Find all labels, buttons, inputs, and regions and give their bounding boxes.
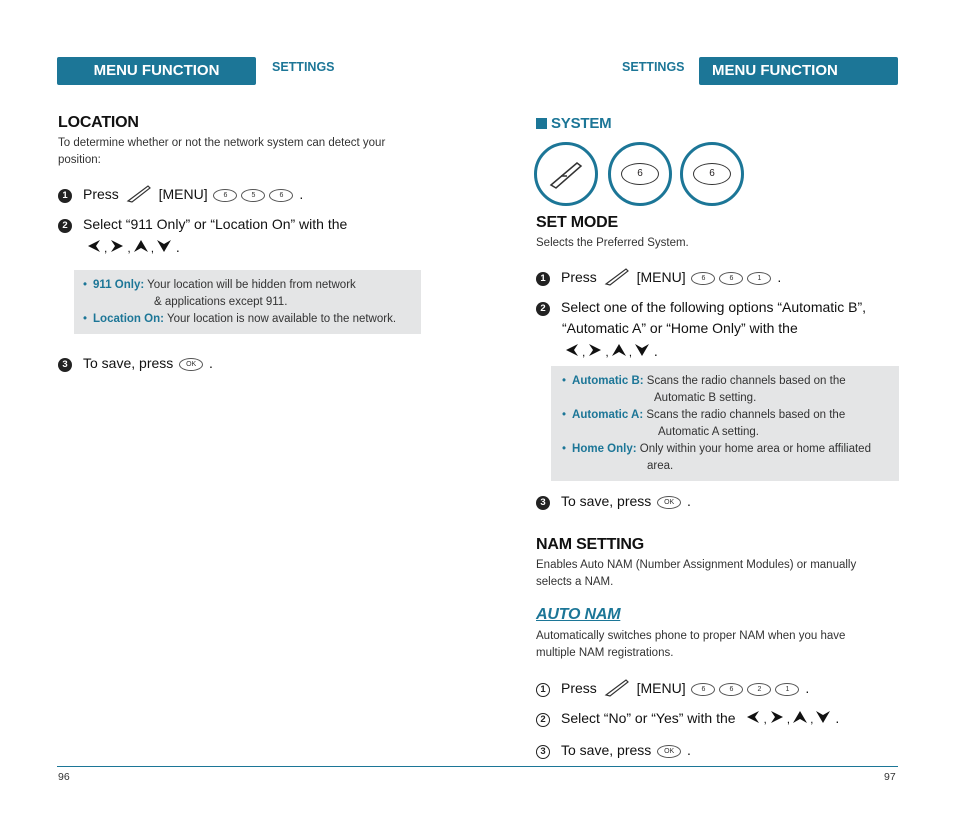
right-menu-function-band: [699, 57, 898, 85]
step-number-1-icon: 1: [536, 683, 550, 697]
arrow-down-icon: [815, 709, 831, 729]
note-911-only: • 911 Only: Your location will be hidden from network: [83, 279, 356, 291]
key-6-circle-icon: 6: [680, 142, 744, 206]
left-footer-rule: [57, 766, 477, 767]
left-settings-tag: SETTINGS: [272, 60, 335, 74]
location-step-1: [58, 183, 303, 208]
note-home-only: • Home Only: Only within your home area or home affiliated: [562, 443, 871, 455]
right-page-number: 97: [884, 771, 896, 783]
location-step-3: [58, 353, 213, 373]
menu-pen-key-icon: [126, 183, 152, 208]
key-1-icon: 1: [775, 683, 799, 696]
location-step-2-text: Select “911 Only” or “Location On” with the: [83, 216, 348, 232]
note-911-only-cont: & applications except 911.: [154, 296, 288, 308]
arrow-down-icon: [634, 342, 650, 362]
location-step-3-text: To save, press: [83, 355, 174, 371]
right-footer-rule: [477, 766, 898, 767]
step-number-3-icon: 3: [58, 358, 72, 372]
step-number-1-icon: 1: [58, 189, 72, 203]
key-6-icon: 6: [691, 683, 715, 696]
step-number-1-icon: 1: [536, 272, 550, 286]
auto-nam-title: AUTO NAM: [536, 606, 621, 623]
nam-setting-desc-line-2: selects a NAM.: [536, 576, 614, 588]
arrow-up-icon: [611, 342, 627, 362]
ok-key-icon: OK: [179, 358, 203, 371]
period: .: [175, 239, 180, 255]
period: .: [209, 355, 213, 371]
ok-key-icon: OK: [657, 496, 681, 509]
set-mode-step-2-arrows: , , , .: [564, 341, 658, 362]
note-automatic-a-cont: Automatic A setting.: [658, 426, 760, 438]
period: .: [299, 186, 304, 203]
arrow-right-icon: [587, 342, 603, 362]
key-6-icon: 6: [269, 189, 293, 202]
menu-pen-circle-icon: [534, 142, 598, 206]
arrow-left-icon: [564, 342, 580, 362]
step-number-2-icon: 2: [536, 713, 550, 727]
location-title: LOCATION: [58, 114, 139, 131]
arrow-left-icon: [86, 238, 102, 258]
arrow-right-icon: [769, 709, 785, 729]
arrow-left-icon: [745, 709, 761, 729]
key-6-icon: 6: [691, 272, 715, 285]
set-mode-step-2: 2 Select one of the following options “Automatic B”,: [536, 297, 866, 317]
menu-pen-key-icon: [604, 677, 630, 702]
location-desc-line-2: position:: [58, 154, 101, 166]
left-menu-function-band: [57, 57, 256, 85]
arrow-right-icon: [109, 238, 125, 258]
location-step-2: [58, 214, 347, 234]
set-mode-step-2-line-2: “Automatic A” or “Home Only” with the: [562, 320, 798, 336]
press-label: Press: [83, 186, 119, 203]
nam-setting-title: NAM SETTING: [536, 536, 645, 553]
key-2-icon: 2: [747, 683, 771, 696]
note-automatic-a: • Automatic A: Scans the radio channels based on the: [562, 409, 846, 421]
set-mode-step-3: 3 To save, press OK .: [536, 491, 691, 511]
auto-nam-step-3: 3 To save, press OK .: [536, 740, 691, 760]
left-menu-function-label: MENU FUNCTION: [93, 62, 220, 79]
step-number-2-icon: 2: [58, 219, 72, 233]
note-home-only-cont: area.: [647, 460, 674, 472]
arrow-down-icon: [156, 238, 172, 258]
step-number-2-icon: 2: [536, 302, 550, 316]
key-6-icon: 6: [719, 683, 743, 696]
auto-nam-desc-line-1: Automatically switches phone to proper NAM when you have: [536, 630, 846, 642]
nam-setting-desc-line-1: Enables Auto NAM (Number Assignment Modules) or manually: [536, 559, 857, 571]
ok-key-icon: OK: [657, 745, 681, 758]
square-bullet-icon: [536, 118, 547, 129]
arrow-up-icon: [133, 238, 149, 258]
auto-nam-step-1: 1 Press [MENU] 6 6 2 1 .: [536, 677, 809, 702]
auto-nam-desc-line-2: multiple NAM registrations.: [536, 647, 674, 659]
key-6-circle-icon: 6: [608, 142, 672, 206]
menu-pen-key-icon: [604, 266, 630, 291]
key-1-icon: 1: [747, 272, 771, 285]
key-6-icon: 6: [213, 189, 237, 202]
location-step-2-arrows: , , , .: [86, 237, 180, 258]
right-settings-tag: SETTINGS: [622, 60, 685, 74]
note-automatic-b: • Automatic B: Scans the radio channels based on the: [562, 375, 846, 387]
note-automatic-b-cont: Automatic B setting.: [654, 392, 757, 404]
key-5-icon: 5: [241, 189, 265, 202]
set-mode-step-1: 1 Press [MENU] 6 6 1 .: [536, 266, 781, 291]
set-mode-desc: Selects the Preferred System.: [536, 237, 689, 249]
set-mode-title: SET MODE: [536, 214, 618, 231]
note-location-on: • Location On: Your location is now available to the network.: [83, 313, 397, 325]
system-title: SYSTEM: [536, 115, 611, 132]
left-page-number: 96: [58, 771, 70, 783]
arrow-up-icon: [792, 709, 808, 729]
step-number-3-icon: 3: [536, 496, 550, 510]
menu-label: [MENU]: [158, 186, 208, 203]
step-number-3-icon: 3: [536, 745, 550, 759]
location-desc-line-1: To determine whether or not the network system can detect your: [58, 137, 386, 149]
right-menu-function-label: MENU FUNCTION: [712, 62, 838, 79]
key-6-icon: 6: [719, 272, 743, 285]
auto-nam-step-2: 2 Select “No” or “Yes” with the , , , .: [536, 708, 839, 729]
